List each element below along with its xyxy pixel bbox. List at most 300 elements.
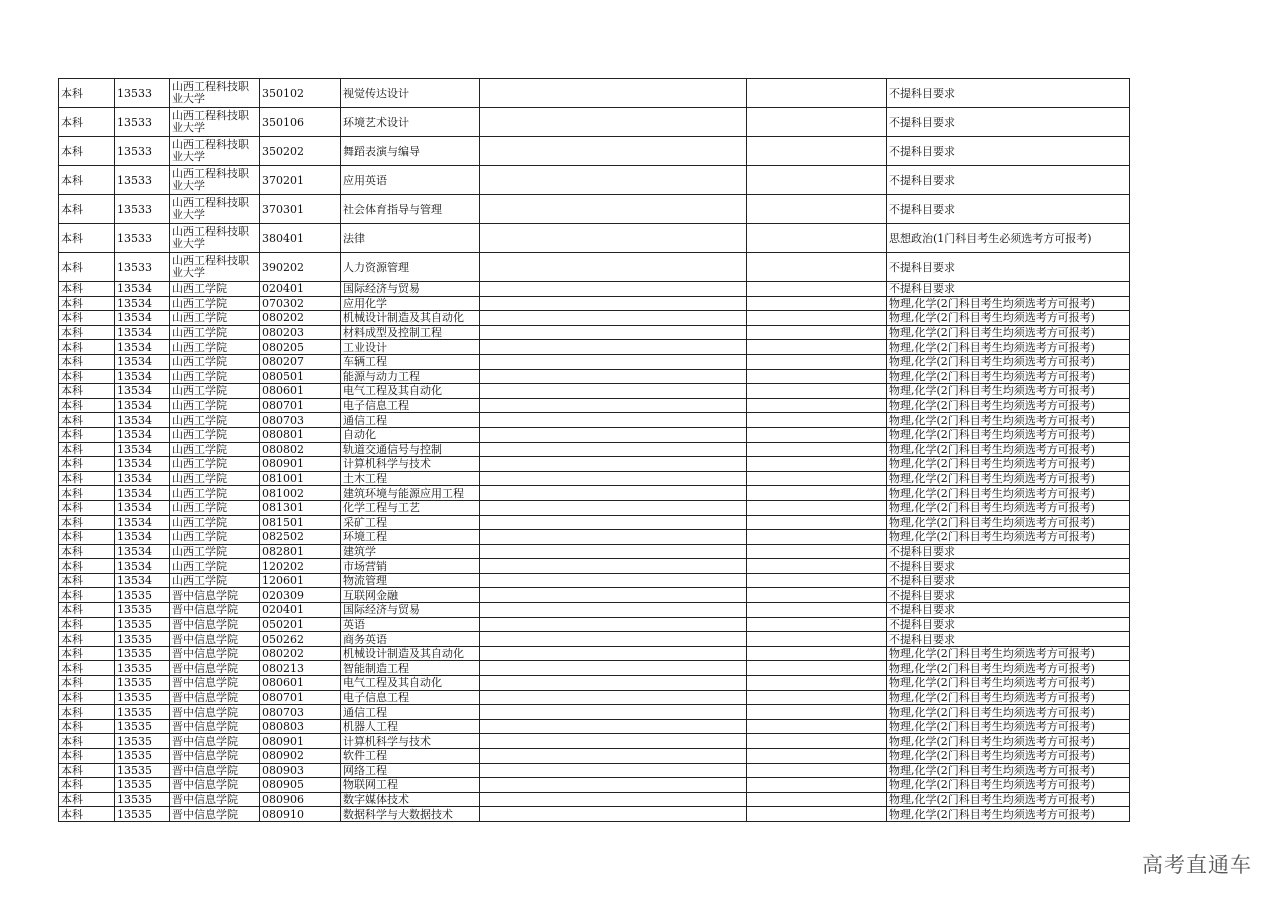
cell-major-code: 120202 — [260, 559, 341, 574]
cell-school-code: 13535 — [115, 719, 170, 734]
cell-subject-requirement: 物理,化学(2门科目考生均须选考方可报考) — [887, 471, 1130, 486]
cell-school-code: 13533 — [115, 224, 170, 253]
cell-blank-b — [747, 734, 887, 749]
cell-level: 本科 — [59, 486, 115, 501]
table-row — [59, 719, 1130, 734]
cell-level: 本科 — [59, 384, 115, 399]
cell-subject-requirement: 物理,化学(2门科目考生均须选考方可报考) — [887, 734, 1130, 749]
cell-school-code: 13534 — [115, 486, 170, 501]
cell-school-code: 13534 — [115, 369, 170, 384]
cell-major-name: 智能制造工程 — [341, 661, 480, 676]
cell-blank-b — [747, 603, 887, 618]
cell-blank-a — [480, 763, 747, 778]
cell-blank-a — [480, 778, 747, 793]
cell-level: 本科 — [59, 224, 115, 253]
cell-major-name: 机器人工程 — [341, 719, 480, 734]
cell-school-code: 13534 — [115, 500, 170, 515]
cell-subject-requirement: 物理,化学(2门科目考生均须选考方可报考) — [887, 427, 1130, 442]
cell-school-code: 13534 — [115, 427, 170, 442]
cell-blank-a — [480, 734, 747, 749]
cell-blank-b — [747, 705, 887, 720]
cell-level: 本科 — [59, 705, 115, 720]
cell-blank-a — [480, 515, 747, 530]
cell-level: 本科 — [59, 166, 115, 195]
cell-blank-b — [747, 311, 887, 326]
cell-major-code: 080601 — [260, 676, 341, 691]
cell-major-code: 080903 — [260, 763, 341, 778]
cell-level: 本科 — [59, 719, 115, 734]
cell-school-name: 山西工学院 — [170, 340, 260, 355]
cell-major-code: 370301 — [260, 195, 341, 224]
cell-level: 本科 — [59, 515, 115, 530]
cell-blank-b — [747, 442, 887, 457]
cell-blank-b — [747, 807, 887, 822]
cell-level: 本科 — [59, 457, 115, 472]
cell-major-code: 120601 — [260, 573, 341, 588]
cell-blank-a — [480, 646, 747, 661]
cell-level: 本科 — [59, 442, 115, 457]
cell-school-name: 晋中信息学院 — [170, 749, 260, 764]
cell-subject-requirement: 不提科目要求 — [887, 559, 1130, 574]
cell-major-name: 人力资源管理 — [341, 253, 480, 282]
cell-blank-b — [747, 617, 887, 632]
cell-level: 本科 — [59, 311, 115, 326]
table-row — [59, 603, 1130, 618]
cell-subject-requirement: 物理,化学(2门科目考生均须选考方可报考) — [887, 778, 1130, 793]
cell-major-code: 350106 — [260, 108, 341, 137]
cell-blank-b — [747, 719, 887, 734]
cell-major-code: 080501 — [260, 369, 341, 384]
cell-subject-requirement: 物理,化学(2门科目考生均须选考方可报考) — [887, 763, 1130, 778]
cell-school-name: 山西工学院 — [170, 530, 260, 545]
cell-level: 本科 — [59, 108, 115, 137]
cell-level: 本科 — [59, 340, 115, 355]
cell-subject-requirement: 物理,化学(2门科目考生均须选考方可报考) — [887, 325, 1130, 340]
cell-school-name: 山西工程科技职业大学 — [170, 166, 260, 195]
cell-major-name: 机械设计制造及其自动化 — [341, 311, 480, 326]
cell-blank-b — [747, 559, 887, 574]
cell-major-code: 020401 — [260, 282, 341, 297]
cell-blank-a — [480, 413, 747, 428]
cell-blank-b — [747, 108, 887, 137]
table-row — [59, 471, 1130, 486]
cell-major-code: 080703 — [260, 705, 341, 720]
table-row — [59, 559, 1130, 574]
cell-blank-b — [747, 369, 887, 384]
table-row — [59, 427, 1130, 442]
cell-blank-a — [480, 632, 747, 647]
cell-major-name: 数据科学与大数据技术 — [341, 807, 480, 822]
cell-school-code: 13534 — [115, 573, 170, 588]
cell-blank-b — [747, 325, 887, 340]
cell-major-code: 070302 — [260, 296, 341, 311]
cell-subject-requirement: 不提科目要求 — [887, 137, 1130, 166]
cell-major-code: 080203 — [260, 325, 341, 340]
cell-major-name: 计算机科学与技术 — [341, 457, 480, 472]
cell-major-name: 机械设计制造及其自动化 — [341, 646, 480, 661]
cell-school-name: 山西工学院 — [170, 398, 260, 413]
cell-major-name: 数字媒体技术 — [341, 792, 480, 807]
table-row — [59, 384, 1130, 399]
table-row — [59, 705, 1130, 720]
cell-school-name: 山西工程科技职业大学 — [170, 224, 260, 253]
cell-subject-requirement: 思想政治(1门科目考生必须选考方可报考) — [887, 224, 1130, 253]
cell-subject-requirement: 物理,化学(2门科目考生均须选考方可报考) — [887, 690, 1130, 705]
cell-blank-a — [480, 442, 747, 457]
cell-major-code: 080207 — [260, 354, 341, 369]
cell-school-code: 13535 — [115, 646, 170, 661]
cell-blank-b — [747, 79, 887, 108]
cell-subject-requirement: 物理,化学(2门科目考生均须选考方可报考) — [887, 384, 1130, 399]
cell-level: 本科 — [59, 471, 115, 486]
cell-school-code: 13535 — [115, 661, 170, 676]
cell-major-name: 物流管理 — [341, 573, 480, 588]
cell-major-name: 能源与动力工程 — [341, 369, 480, 384]
cell-major-code: 050262 — [260, 632, 341, 647]
cell-school-name: 山西工程科技职业大学 — [170, 195, 260, 224]
cell-school-name: 晋中信息学院 — [170, 690, 260, 705]
cell-subject-requirement: 物理,化学(2门科目考生均须选考方可报考) — [887, 530, 1130, 545]
cell-major-name: 采矿工程 — [341, 515, 480, 530]
cell-blank-b — [747, 282, 887, 297]
cell-blank-a — [480, 603, 747, 618]
cell-blank-b — [747, 457, 887, 472]
cell-blank-b — [747, 224, 887, 253]
cell-school-name: 山西工学院 — [170, 427, 260, 442]
cell-major-code: 080902 — [260, 749, 341, 764]
cell-school-code: 13534 — [115, 515, 170, 530]
cell-blank-b — [747, 398, 887, 413]
cell-major-code: 020401 — [260, 603, 341, 618]
cell-blank-a — [480, 617, 747, 632]
cell-school-code: 13534 — [115, 442, 170, 457]
cell-level: 本科 — [59, 253, 115, 282]
cell-level: 本科 — [59, 369, 115, 384]
cell-major-name: 电气工程及其自动化 — [341, 676, 480, 691]
cell-school-name: 山西工程科技职业大学 — [170, 137, 260, 166]
cell-major-name: 物联网工程 — [341, 778, 480, 793]
cell-major-name: 环境工程 — [341, 530, 480, 545]
table-row — [59, 108, 1130, 137]
cell-school-name: 晋中信息学院 — [170, 646, 260, 661]
table-row — [59, 792, 1130, 807]
cell-school-code: 13534 — [115, 311, 170, 326]
cell-blank-b — [747, 195, 887, 224]
cell-school-name: 晋中信息学院 — [170, 588, 260, 603]
cell-blank-a — [480, 661, 747, 676]
cell-blank-a — [480, 166, 747, 195]
cell-blank-a — [480, 195, 747, 224]
table-row — [59, 311, 1130, 326]
cell-blank-a — [480, 486, 747, 501]
cell-major-name: 互联网金融 — [341, 588, 480, 603]
cell-school-name: 山西工学院 — [170, 544, 260, 559]
cell-blank-b — [747, 676, 887, 691]
cell-major-name: 化学工程与工艺 — [341, 500, 480, 515]
cell-level: 本科 — [59, 603, 115, 618]
table-row — [59, 807, 1130, 822]
table-row — [59, 398, 1130, 413]
cell-school-name: 山西工学院 — [170, 515, 260, 530]
cell-subject-requirement: 不提科目要求 — [887, 603, 1130, 618]
table-row — [59, 646, 1130, 661]
table-row — [59, 690, 1130, 705]
cell-subject-requirement: 物理,化学(2门科目考生均须选考方可报考) — [887, 705, 1130, 720]
cell-blank-a — [480, 369, 747, 384]
cell-blank-a — [480, 282, 747, 297]
cell-school-name: 山西工学院 — [170, 471, 260, 486]
cell-blank-a — [480, 296, 747, 311]
cell-subject-requirement: 物理,化学(2门科目考生均须选考方可报考) — [887, 457, 1130, 472]
table-body — [59, 79, 1130, 822]
cell-school-code: 13534 — [115, 325, 170, 340]
table-row — [59, 763, 1130, 778]
cell-blank-a — [480, 573, 747, 588]
table-row — [59, 325, 1130, 340]
cell-school-name: 晋中信息学院 — [170, 763, 260, 778]
cell-school-code: 13535 — [115, 734, 170, 749]
cell-blank-a — [480, 676, 747, 691]
cell-blank-a — [480, 224, 747, 253]
cell-level: 本科 — [59, 398, 115, 413]
cell-blank-b — [747, 515, 887, 530]
cell-major-code: 370201 — [260, 166, 341, 195]
cell-blank-b — [747, 166, 887, 195]
cell-subject-requirement: 物理,化学(2门科目考生均须选考方可报考) — [887, 676, 1130, 691]
cell-blank-b — [747, 661, 887, 676]
cell-level: 本科 — [59, 325, 115, 340]
cell-school-name: 晋中信息学院 — [170, 603, 260, 618]
cell-major-code: 081301 — [260, 500, 341, 515]
cell-subject-requirement: 物理,化学(2门科目考生均须选考方可报考) — [887, 340, 1130, 355]
cell-school-code: 13534 — [115, 296, 170, 311]
cell-blank-b — [747, 646, 887, 661]
cell-major-code: 080906 — [260, 792, 341, 807]
cell-major-code: 082502 — [260, 530, 341, 545]
cell-school-name: 晋中信息学院 — [170, 676, 260, 691]
cell-blank-a — [480, 384, 747, 399]
cell-subject-requirement: 不提科目要求 — [887, 195, 1130, 224]
cell-level: 本科 — [59, 690, 115, 705]
table-row — [59, 676, 1130, 691]
cell-level: 本科 — [59, 573, 115, 588]
cell-major-code: 080801 — [260, 427, 341, 442]
cell-blank-a — [480, 311, 747, 326]
cell-subject-requirement: 物理,化学(2门科目考生均须选考方可报考) — [887, 515, 1130, 530]
cell-major-code: 080703 — [260, 413, 341, 428]
table-row — [59, 195, 1130, 224]
cell-school-name: 山西工学院 — [170, 500, 260, 515]
cell-school-name: 山西工学院 — [170, 457, 260, 472]
cell-blank-a — [480, 705, 747, 720]
cell-school-name: 山西工学院 — [170, 354, 260, 369]
cell-subject-requirement: 物理,化学(2门科目考生均须选考方可报考) — [887, 354, 1130, 369]
cell-school-name: 山西工学院 — [170, 311, 260, 326]
cell-blank-b — [747, 413, 887, 428]
cell-level: 本科 — [59, 632, 115, 647]
cell-subject-requirement: 物理,化学(2门科目考生均须选考方可报考) — [887, 749, 1130, 764]
cell-school-code: 13534 — [115, 384, 170, 399]
table-row — [59, 354, 1130, 369]
cell-school-name: 山西工学院 — [170, 486, 260, 501]
cell-blank-a — [480, 108, 747, 137]
cell-major-name: 环境艺术设计 — [341, 108, 480, 137]
table-row — [59, 282, 1130, 297]
cell-school-code: 13534 — [115, 398, 170, 413]
cell-major-code: 350202 — [260, 137, 341, 166]
cell-school-code: 13535 — [115, 705, 170, 720]
table-row — [59, 734, 1130, 749]
cell-major-name: 软件工程 — [341, 749, 480, 764]
cell-major-code: 080910 — [260, 807, 341, 822]
cell-subject-requirement: 不提科目要求 — [887, 544, 1130, 559]
cell-blank-a — [480, 719, 747, 734]
cell-blank-a — [480, 137, 747, 166]
cell-blank-b — [747, 792, 887, 807]
cell-major-name: 通信工程 — [341, 413, 480, 428]
cell-school-code: 13534 — [115, 340, 170, 355]
cell-level: 本科 — [59, 763, 115, 778]
cell-blank-a — [480, 559, 747, 574]
cell-major-name: 计算机科学与技术 — [341, 734, 480, 749]
cell-blank-b — [747, 632, 887, 647]
cell-school-name: 山西工学院 — [170, 442, 260, 457]
cell-school-code: 13533 — [115, 108, 170, 137]
cell-major-name: 社会体育指导与管理 — [341, 195, 480, 224]
table-row — [59, 544, 1130, 559]
cell-major-name: 通信工程 — [341, 705, 480, 720]
cell-blank-b — [747, 354, 887, 369]
cell-school-code: 13535 — [115, 807, 170, 822]
cell-level: 本科 — [59, 79, 115, 108]
cell-major-name: 国际经济与贸易 — [341, 603, 480, 618]
cell-major-name: 轨道交通信号与控制 — [341, 442, 480, 457]
cell-level: 本科 — [59, 137, 115, 166]
cell-school-name: 山西工学院 — [170, 559, 260, 574]
table-row — [59, 573, 1130, 588]
cell-blank-b — [747, 749, 887, 764]
cell-blank-b — [747, 340, 887, 355]
cell-school-code: 13534 — [115, 457, 170, 472]
cell-level: 本科 — [59, 588, 115, 603]
table-row — [59, 413, 1130, 428]
cell-blank-a — [480, 588, 747, 603]
cell-level: 本科 — [59, 661, 115, 676]
table-row — [59, 661, 1130, 676]
cell-school-code: 13535 — [115, 690, 170, 705]
cell-major-name: 应用英语 — [341, 166, 480, 195]
cell-school-name: 山西工学院 — [170, 296, 260, 311]
cell-school-code: 13534 — [115, 471, 170, 486]
table-row — [59, 457, 1130, 472]
cell-school-code: 13533 — [115, 195, 170, 224]
table-row — [59, 253, 1130, 282]
cell-subject-requirement: 不提科目要求 — [887, 573, 1130, 588]
cell-school-code: 13534 — [115, 282, 170, 297]
table-row — [59, 224, 1130, 253]
cell-blank-a — [480, 471, 747, 486]
table-row — [59, 632, 1130, 647]
cell-major-code: 080213 — [260, 661, 341, 676]
cell-blank-a — [480, 398, 747, 413]
cell-blank-b — [747, 427, 887, 442]
table-row — [59, 137, 1130, 166]
cell-school-code: 13535 — [115, 792, 170, 807]
cell-blank-b — [747, 486, 887, 501]
cell-school-name: 晋中信息学院 — [170, 705, 260, 720]
cell-level: 本科 — [59, 676, 115, 691]
cell-school-name: 晋中信息学院 — [170, 734, 260, 749]
table-row — [59, 166, 1130, 195]
cell-level: 本科 — [59, 734, 115, 749]
cell-level: 本科 — [59, 778, 115, 793]
cell-level: 本科 — [59, 296, 115, 311]
cell-major-name: 法律 — [341, 224, 480, 253]
table-row — [59, 749, 1130, 764]
table-row — [59, 340, 1130, 355]
cell-school-name: 晋中信息学院 — [170, 792, 260, 807]
cell-major-name: 应用化学 — [341, 296, 480, 311]
table-row — [59, 442, 1130, 457]
cell-school-code: 13533 — [115, 166, 170, 195]
cell-blank-b — [747, 763, 887, 778]
cell-blank-a — [480, 807, 747, 822]
cell-blank-a — [480, 354, 747, 369]
table-row — [59, 500, 1130, 515]
cell-major-code: 080701 — [260, 398, 341, 413]
cell-subject-requirement: 不提科目要求 — [887, 282, 1130, 297]
cell-subject-requirement: 物理,化学(2门科目考生均须选考方可报考) — [887, 719, 1130, 734]
cell-level: 本科 — [59, 354, 115, 369]
cell-subject-requirement: 不提科目要求 — [887, 588, 1130, 603]
cell-major-code: 020309 — [260, 588, 341, 603]
table-row — [59, 617, 1130, 632]
cell-school-name: 山西工程科技职业大学 — [170, 253, 260, 282]
cell-school-code: 13535 — [115, 588, 170, 603]
cell-major-code: 080803 — [260, 719, 341, 734]
cell-level: 本科 — [59, 544, 115, 559]
cell-major-name: 网络工程 — [341, 763, 480, 778]
cell-blank-b — [747, 384, 887, 399]
cell-level: 本科 — [59, 807, 115, 822]
cell-major-code: 081001 — [260, 471, 341, 486]
cell-major-code: 080901 — [260, 734, 341, 749]
cell-school-name: 山西工学院 — [170, 282, 260, 297]
cell-school-code: 13534 — [115, 530, 170, 545]
cell-blank-b — [747, 530, 887, 545]
cell-school-code: 13535 — [115, 676, 170, 691]
cell-school-name: 晋中信息学院 — [170, 778, 260, 793]
cell-subject-requirement: 物理,化学(2门科目考生均须选考方可报考) — [887, 311, 1130, 326]
cell-subject-requirement: 不提科目要求 — [887, 632, 1130, 647]
cell-school-name: 晋中信息学院 — [170, 807, 260, 822]
cell-major-code: 080802 — [260, 442, 341, 457]
cell-major-name: 车辆工程 — [341, 354, 480, 369]
cell-major-code: 050201 — [260, 617, 341, 632]
cell-major-name: 电子信息工程 — [341, 690, 480, 705]
cell-blank-b — [747, 690, 887, 705]
cell-major-code: 081002 — [260, 486, 341, 501]
cell-school-code: 13534 — [115, 413, 170, 428]
cell-school-code: 13533 — [115, 137, 170, 166]
cell-blank-a — [480, 457, 747, 472]
cell-major-code: 390202 — [260, 253, 341, 282]
cell-major-code: 080202 — [260, 646, 341, 661]
cell-subject-requirement: 不提科目要求 — [887, 617, 1130, 632]
cell-school-name: 山西工学院 — [170, 384, 260, 399]
cell-major-code: 380401 — [260, 224, 341, 253]
cell-blank-a — [480, 749, 747, 764]
